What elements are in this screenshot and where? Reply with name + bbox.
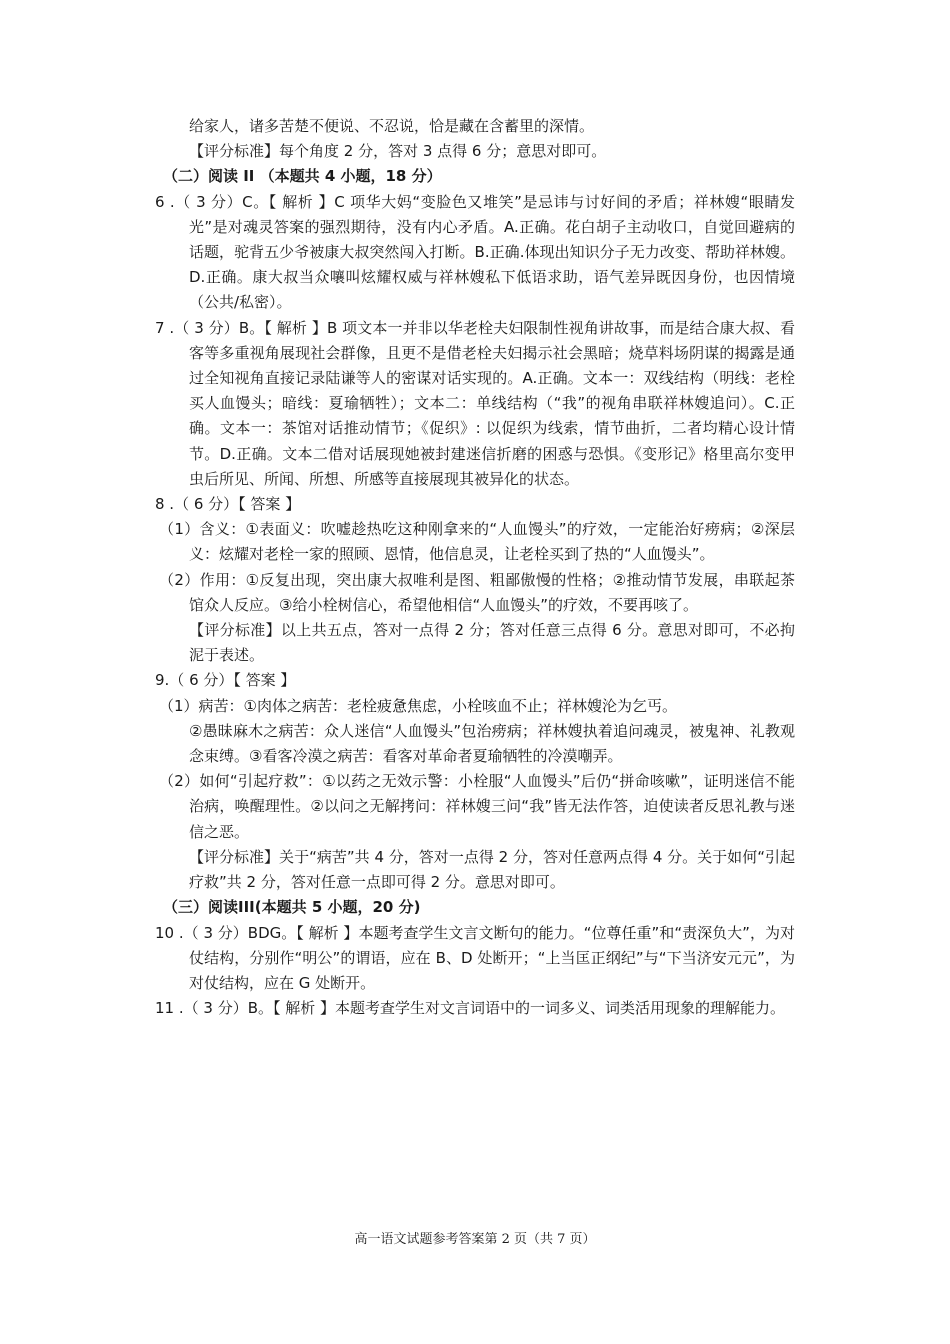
answer-q8-part2: （2）作用：①反复出现，突出康大叔唯利是图、粗鄙傲慢的性格；②推动情节发展，串联起茶馆众人反应。③给小栓树信心，希望他相信“人血馒头”的疗效，不要再咳了。	[159, 570, 795, 614]
scoring-standard-8: 【评分标准】以上共五点，答对一点得 2 分；答对任意三点得 6 分。意思对即可，不必拘泥于表述。	[189, 621, 795, 665]
answer-q9-heading: 9.（ 6 分）【 答案 】	[155, 671, 296, 690]
answer-q8-heading: 8 .（ 6 分）【 答案 】	[155, 495, 301, 514]
answer-q10: 10 .（ 3 分）BDG。【 解析 】本题考查学生文言文断句的能力。“位尊任重”和“责深负大”，为对仗结构，分别作“明公”的谓语，应在 B、D 处断开；“上当匡正纲纪”与“下当济安元元”，为对仗结构，应在 G 处断开。	[155, 923, 795, 992]
answer-q9-part1: （1）病苦：①肉体之病苦：老栓疲惫焦虑，小栓咳血不止；祥林嫂沦为乞丐。	[159, 696, 677, 715]
answer-q7: 7 .（ 3 分）B。【 解析 】B 项文本一并非以华老栓夫妇限制性视角讲故事，而是结合康大叔、看客等多重视角展现社会群像，且更不是借老栓夫妇揭示社会黑暗；烧草料场阴谋的揭露是通过全知视角直接记录陆谦等人的密谋对话实现的。A.正确。文本一：双线结构（明线：老栓买人血馒头；暗线：夏瑜牺牲）；文本二：单线结构（“我”的视角串联祥林嫂追问）。C.正确。文本一：茶馆对话推动情节；《促织》: 以促织为线索，情节曲折，二者均精心设计情节。D.正确。文本二借对话展现她被封建迷信折磨的困惑与恐惧。《变形记》格里高尔变甲虫后所见、所闻、所想、所感等直接展现其被异化的状态。	[155, 318, 795, 488]
scoring-standard-9: 【评分标准】关于“病苦”共 4 分，答对一点得 2 分，答对任意两点得 4 分。关于如何“引起疗救”共 2 分，答对任意一点即可得 2 分。意思对即可。	[189, 847, 795, 892]
section-heading-reading-3: （三）阅读III(本题共 5 小题，20 分)	[163, 898, 421, 917]
answer-q8-part1: （1）含义：①表面义：吹嘘趁热吃这种刚拿来的“人血馒头”的疗效，一定能治好痨病；②深层义：炫耀对老栓一家的照顾、恩情，他信息灵，让老栓买到了热的“人血馒头”。	[159, 520, 795, 564]
answer-q6: 6 .（ 3 分）C。【 解析 】C 项华大妈“变脸色又堆笑”是忌讳与讨好间的矛盾；祥林嫂“眼睛发光”是对魂灵答案的强烈期待，没有内心矛盾。A.正确。花白胡子主动收口，自觉回避病的话题，驼背五少爷被康大叔突然闯入打断。B.正确.体现出知识分子无力改变、帮助祥林嫂。D.正确。康大叔当众嚷叫炫耀权威与祥林嫂私下低语求助，语气差异既因身份，也因情境（公共/私密）。	[155, 192, 795, 312]
answer-q9-part1-cont: ②愚昧麻木之病苦：众人迷信“人血馒头”包治痨病；祥林嫂执着追问魂灵，被鬼神、礼教观念束缚。③看客冷漠之病苦：看客对革命者夏瑜牺牲的冷漠嘲弄。	[189, 721, 795, 766]
scoring-standard-5: 【评分标准】每个角度 2 分，答对 3 点得 6 分；意思对即可。	[189, 142, 607, 161]
paragraph-continuation: 给家人，诸多苦楚不便说、不忍说，恰是藏在含蓄里的深情。	[189, 117, 595, 135]
answer-q11: 11 .（ 3 分）B。【 解析 】本题考查学生对文言词语中的一词多义、词类活用现象的理解能力。	[155, 999, 786, 1018]
page-footer: 高一语文试题参考答案第 2 页（共 7 页）	[354, 1232, 596, 1247]
section-heading-reading-2: （二）阅读 II （本题共 4 小题，18 分）	[163, 167, 442, 186]
answer-q9-part2: （2）如何“引起疗救”：①以药之无效示警：小栓服“人血馒头”后仍“拼命咳嗽”，证明迷信不能治病，唤醒理性。②以问之无解拷问：祥林嫂三问“我”皆无法作答，迫使读者反思礼教与迷信之恶。	[159, 772, 795, 841]
answer-key-body	[155, 114, 795, 1021]
